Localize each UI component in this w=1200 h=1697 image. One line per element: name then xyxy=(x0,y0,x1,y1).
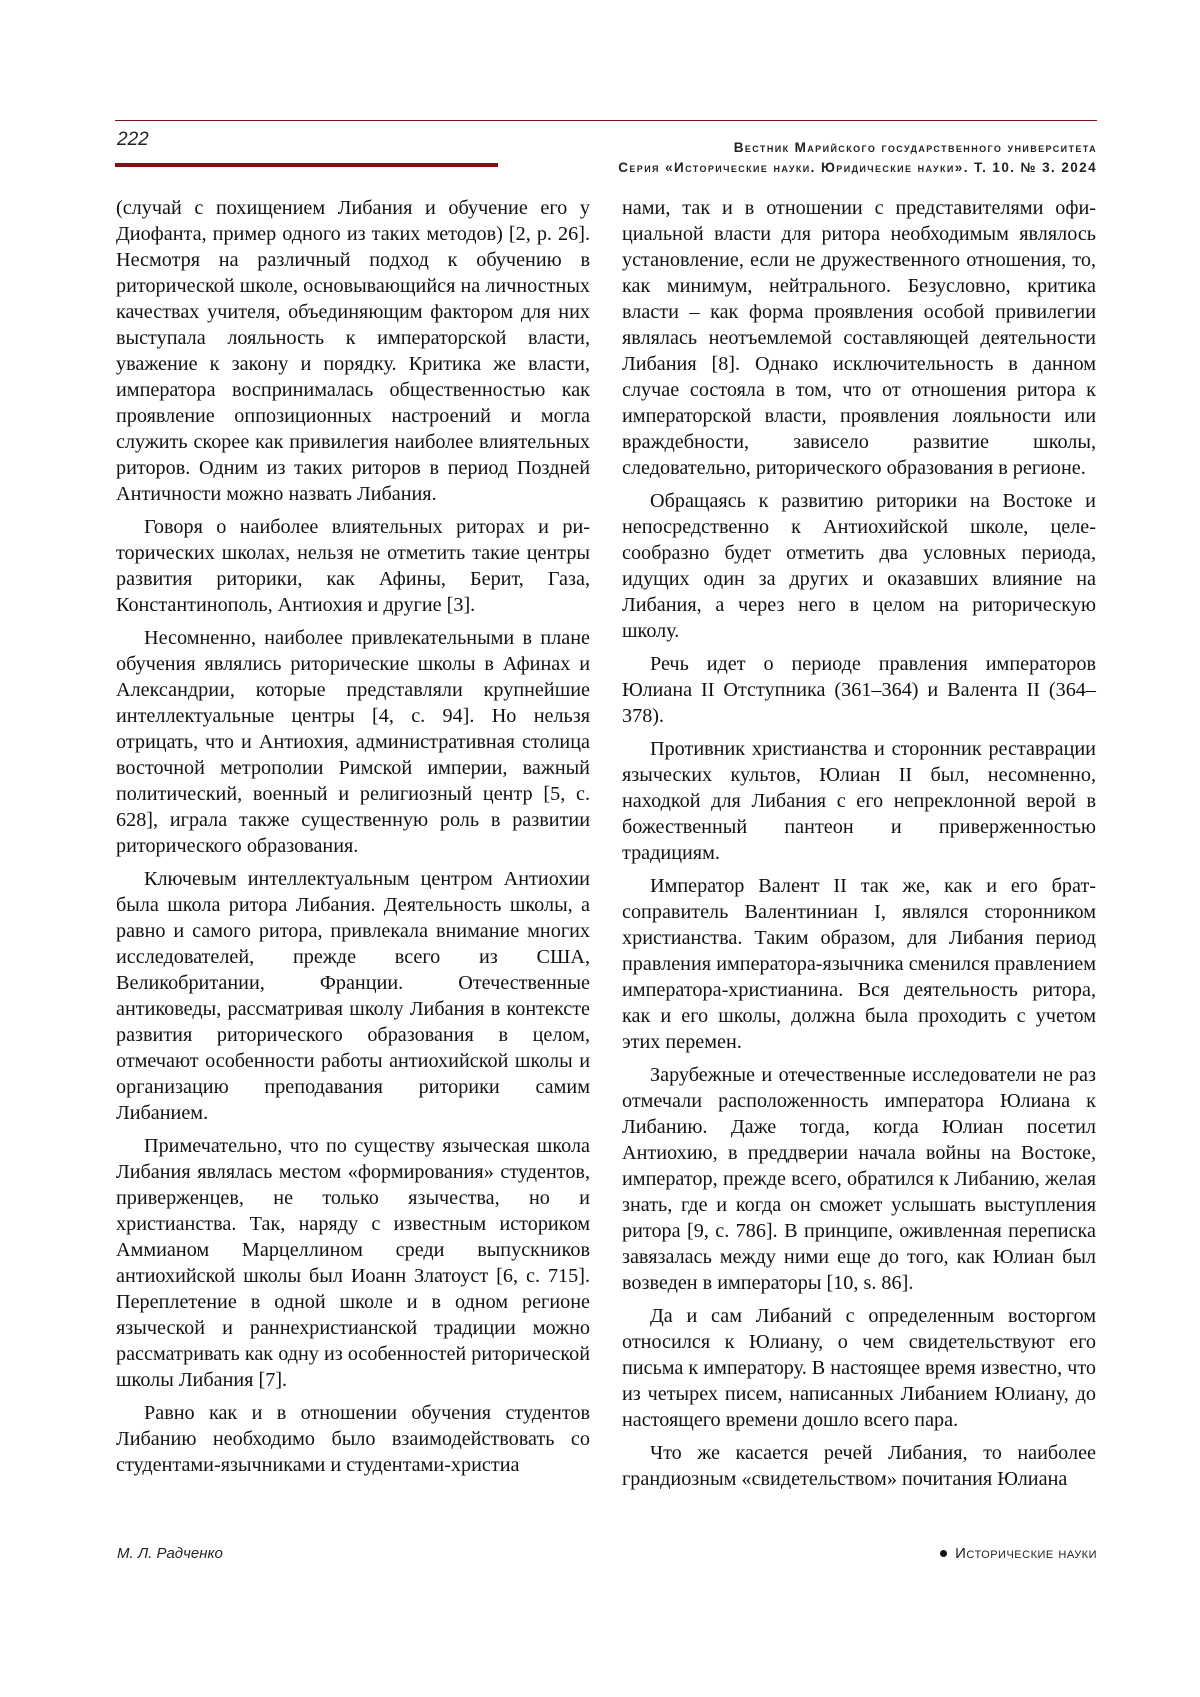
paragraph: Примечательно, что по существу языческая школа Либания являлась местом «формирования» студентов, приверженцев, не только язычества, но и христианства. Так, наряду с известным историком Аммианом Марцеллином среди выпускников антиохийской школы был Иоанн Златоуст [6, с. 715]. Переплетение в одной школе и в одном регионе языческой и раннехристианской традиции можно рассматривать как одну из особенностей риторической школы Либания [7]. xyxy=(116,1135,590,1391)
paragraph: Император Валент II так же, как и его брат-соправитель Валентиниан I, являлся сторонником христианства. Таким образом, для Либания период правления императора-язычника сменился правлением императора-христианина. Вся деятельность ритора, как и его школы, должна была проходить с учетом этих перемен. xyxy=(622,875,1096,1053)
paragraph: Ключевым интеллектуальным центром Антиохии была школа ритора Либания. Деятельность школы, а равно и самого ритора, привлекала внимание многих исследователей, прежде всего из США, Великобритании, Франции. Отечественные антиковеды, рассматривая школу Либания в контексте развития риторического образования в целом, отмечают особенности работы антиохийской школы и организацию преподавания риторики самим Либанием. xyxy=(116,868,590,1124)
page-number: 222 xyxy=(117,129,149,150)
paragraph: Что же касается речей Либания, то наиболее грандиозным «свидетельством» почитания Юлиана xyxy=(622,1442,1096,1490)
paragraph: Зарубежные и отечественные исследователи не раз отмечали расположенность императора Юлиана к Либанию. Даже тогда, когда Юлиан посетил Антиохию, в преддверии начала войны на Востоке, император, прежде всего, обратился к Либанию, желая знать, где и когда он сможет услышать выступления ритора [9, с. 786]. В принципе, оживленная переписка завязалась между ними еще до того, как Юлиан был возведен в императоры [10, s. 86]. xyxy=(622,1064,1096,1294)
paragraph: Несомненно, наиболее привлекательными в плане обучения являлись риторические школы в Афинах и Александрии, которые представляли крупнейшие интеллектуальные центры [4, с. 94]. Но нельзя отрицать, что и Антиохия, административная столица восточной метрополии Римской империи, важный политический, военный и религиозный центр [5, с. 628], играла также существенную роль в развитии риторического образования. xyxy=(116,627,590,857)
journal-series: Серия «Исторические науки. Юридические науки». Т. 10. № 3. 2024 xyxy=(618,160,1097,175)
paragraph: Равно как и в отношении обучения студентов Либанию необходимо было взаимодействовать со студентами-язычниками и студентами-христиа xyxy=(116,1402,590,1476)
footer-section xyxy=(940,1545,1097,1562)
paragraph: Речь идет о периоде правления императоров Юлиана II Отступника (361–364) и Валента II (364–378). xyxy=(622,653,1096,727)
paragraph: Обращаясь к развитию риторики на Востоке и непосредственно к Антиохийской школе, целесообразно будет отметить два условных периода, идущих один за других и оказавших влияние на Либания, а через него в целом на риторическую школу. xyxy=(622,490,1096,642)
paragraph: нами, так и в отношении с представителями официальной власти для ритора необходимым являлось установление, если не дружественного отношения, то, как минимум, нейтрального. Безусловно, критика власти – как форма проявления особой привилегии являлась неотъемлемой составляющей деятельности Либания [8]. Однако исключительность в данном случае состояла в том, что от отношения ритора к императорской власти, проявления лояльности или враждебности, зависело развитие школы, следовательно, риторического образования в регионе. xyxy=(622,197,1096,479)
header-red-bar xyxy=(115,163,498,167)
paragraph: (случай с похищением Либания и обучение его у Диофанта, пример одного из таких методов) [2, р. 26]. Несмотря на различный подход к обучению в риторической школе, основывающийся на личностных качествах учителя, объединяющим фактором для них выступала лояльность к императорской власти, уважение к закону и порядку. Критика же власти, императора воспринималась общественностью как проявление оппозиционных настроений и могла служить скорее как привилегия наиболее влиятельных риторов. Одним из таких риторов в период Поздней Античности можно назвать Либания. xyxy=(116,197,590,505)
right-column xyxy=(622,195,1096,1499)
paragraph: Да и сам Либаний с определенным восторгом относился к Юлиану, о чем свидетельствуют его письма к императору. В настоящее время известно, что из четырех писем, написанных Либанием Юлиану, до настоящего времени дошло всего пара. xyxy=(622,1305,1097,1431)
header-top-rule xyxy=(115,120,1097,121)
paragraph: Говоря о наиболее влиятельных риторах и риторических школах, нельзя не отметить такие центры развития риторики, как Афины, Берит, Газа, Константинополь, Антиохия и другие [3]. xyxy=(116,516,590,616)
bullet-icon xyxy=(940,1550,947,1557)
footer-section-label: Исторические науки xyxy=(955,1545,1097,1562)
footer-author: М. Л. Радченко xyxy=(117,1545,223,1562)
journal-header xyxy=(618,138,1097,178)
journal-title: Вестник Марийского государственного университета xyxy=(733,140,1097,155)
paragraph: Противник христианства и сторонник реставрации языческих культов, Юлиан II был, несомненно, находкой для Либания с его непреклонной верой в божественный пантеон и приверженностью традициям. xyxy=(622,738,1096,864)
left-column xyxy=(116,195,590,1485)
